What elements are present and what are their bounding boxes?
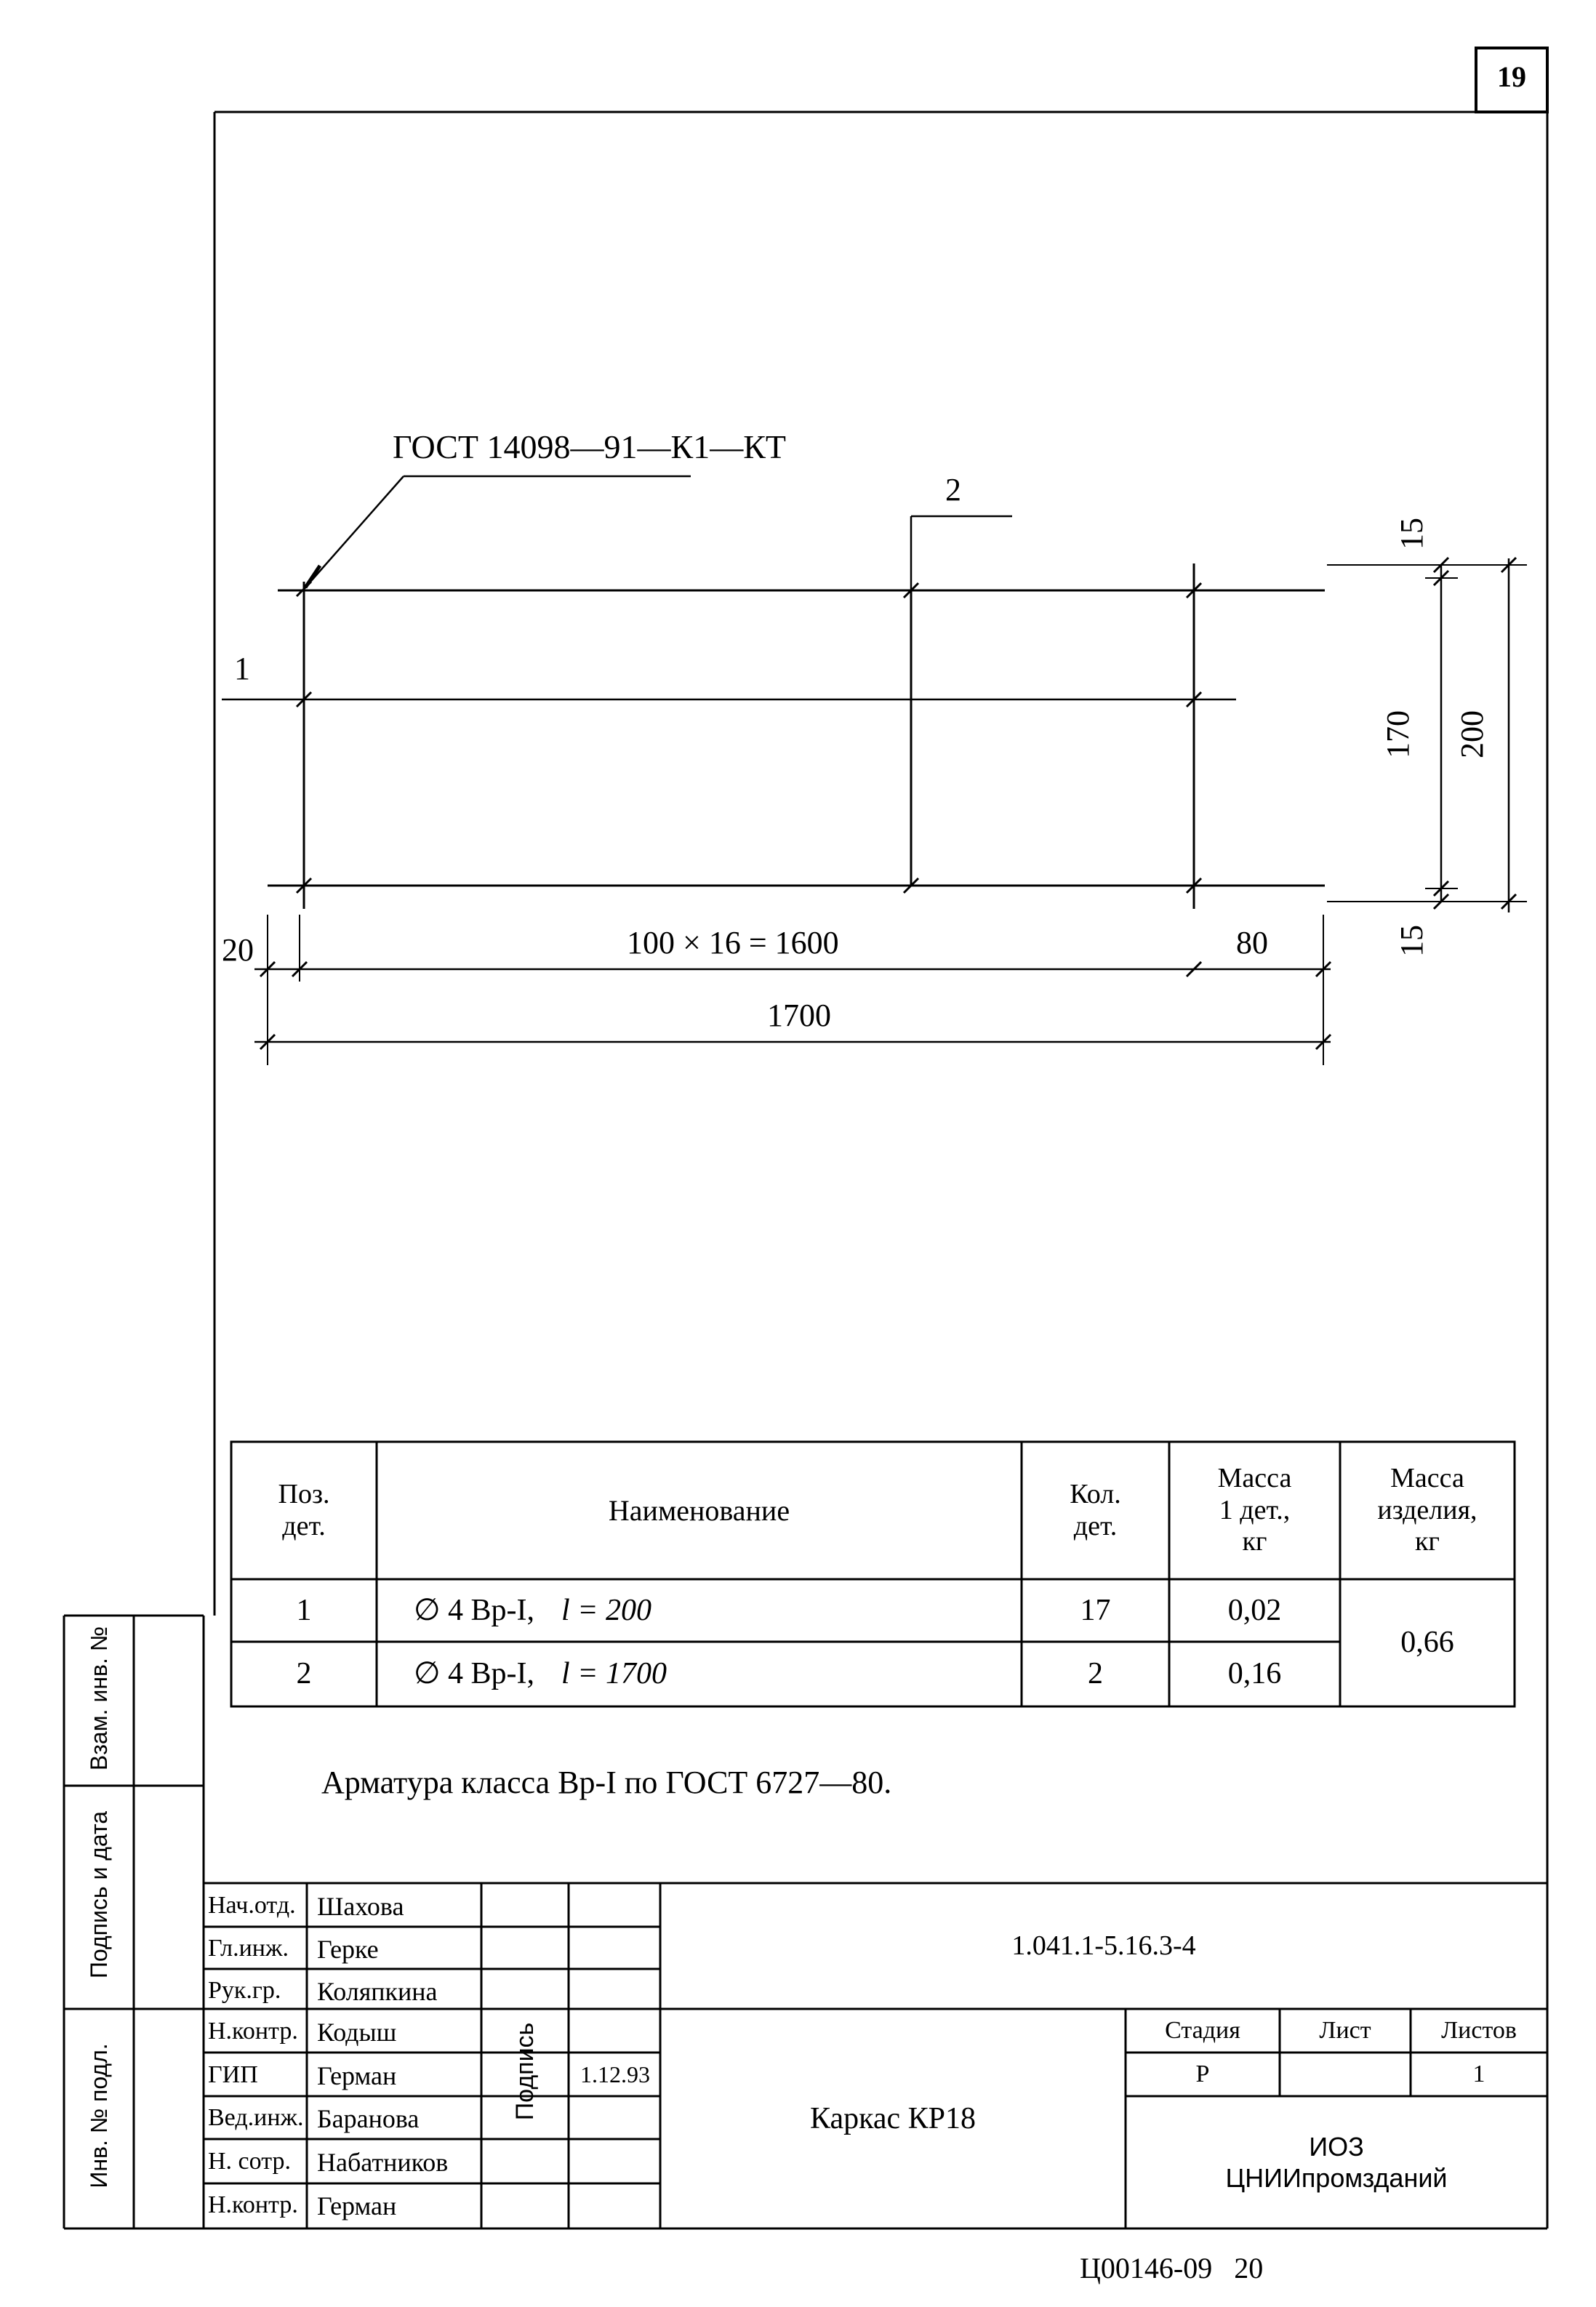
dim-15-bottom: 15 (1394, 925, 1429, 957)
header-name: Наименование (608, 1493, 790, 1527)
name-8: Герман (317, 2191, 397, 2220)
role-2: Гл.инж. (208, 1935, 289, 1962)
header-mass-total: Масса изделия, кг (1377, 1462, 1477, 1557)
reinforcement-note: Арматура класса Вр-I по ГОСТ 6727—80. (321, 1765, 892, 1800)
header-qty: Кол. дет. (1070, 1478, 1121, 1541)
row-2-mass: 0,16 (1227, 1657, 1282, 1691)
name-5: Герман (317, 2061, 397, 2090)
row-1-length: l = 200 (561, 1593, 652, 1627)
row-2-name (377, 1642, 1022, 1706)
role-5: ГИП (208, 2061, 258, 2088)
dim-1700: 1700 (767, 998, 831, 1033)
name-4: Кодыш (317, 2018, 397, 2047)
organization-line-2: ЦНИИпромзданий (1225, 2163, 1448, 2193)
dim-80: 80 (1236, 925, 1268, 960)
stage-value: Р (1195, 2061, 1210, 2088)
row-1-name (377, 1579, 1022, 1642)
position-label-1: 1 (234, 651, 250, 686)
position-label-2: 2 (945, 472, 961, 507)
gost-callout: ГОСТ 14098—91—К1—КТ (393, 428, 786, 465)
name-6: Баранова (317, 2104, 420, 2133)
total-mass: 0,66 (1400, 1626, 1454, 1660)
dim-170: 170 (1380, 710, 1416, 758)
row-2-length: l = 1700 (561, 1657, 667, 1691)
header-pos: Поз. дет. (278, 1478, 330, 1541)
dim-20: 20 (222, 932, 254, 968)
side-stamp-podpis-data: Подпись и дата (86, 1810, 112, 1979)
row-2-pos: 2 (296, 1657, 312, 1691)
approval-date: 1.12.93 (580, 2061, 650, 2087)
sheet-value (1280, 2053, 1411, 2096)
archive-footer: Ц00146-09 20 (1080, 2252, 1264, 2284)
sheets-value: 1 (1472, 2061, 1485, 2088)
role-1: Нач.отд. (208, 1892, 296, 1919)
row-1-bar: ∅ 4 Вр-I, (413, 1593, 535, 1627)
name-3: Коляпкина (317, 1977, 438, 2006)
side-stamp-inv-podl: Инв. № подл. (86, 2043, 112, 2188)
row-1-qty: 17 (1080, 1593, 1111, 1627)
side-stamp-vzam: Взам. инв. № (86, 1626, 112, 1771)
role-7: Н. сотр. (208, 2148, 291, 2175)
organization-line-1: ИОЗ (1309, 2132, 1364, 2162)
stage-label: Стадия (1165, 2017, 1240, 2045)
dim-15-top: 15 (1394, 518, 1429, 550)
document-code: 1.041.1-5.16.3-4 (1011, 1930, 1196, 1961)
product-name: Каркас КР18 (809, 2101, 977, 2135)
signature-column-label: Подпись (511, 2022, 539, 2121)
sheets-label: Листов (1441, 2017, 1517, 2045)
row-2-bar: ∅ 4 Вр-I, (413, 1657, 535, 1691)
sheet-label: Лист (1319, 2017, 1371, 2045)
page-number: 19 (1497, 60, 1526, 93)
role-4: Н.контр. (208, 2018, 298, 2045)
row-2-qty: 2 (1088, 1657, 1103, 1691)
row-1-pos: 1 (296, 1593, 312, 1627)
name-2: Герке (317, 1935, 379, 1964)
name-7: Набатников (317, 2148, 449, 2177)
name-1: Шахова (317, 1892, 404, 1921)
dim-200: 200 (1454, 710, 1490, 758)
role-8: Н.контр. (208, 2191, 298, 2218)
header-mass-one: Масса 1 дет., кг (1217, 1462, 1292, 1557)
role-3: Рук.гр. (208, 1977, 281, 2004)
row-1-mass: 0,02 (1227, 1593, 1282, 1627)
dim-spacing: 100 × 16 = 1600 (627, 925, 839, 960)
role-6: Вед.инж. (208, 2104, 304, 2131)
